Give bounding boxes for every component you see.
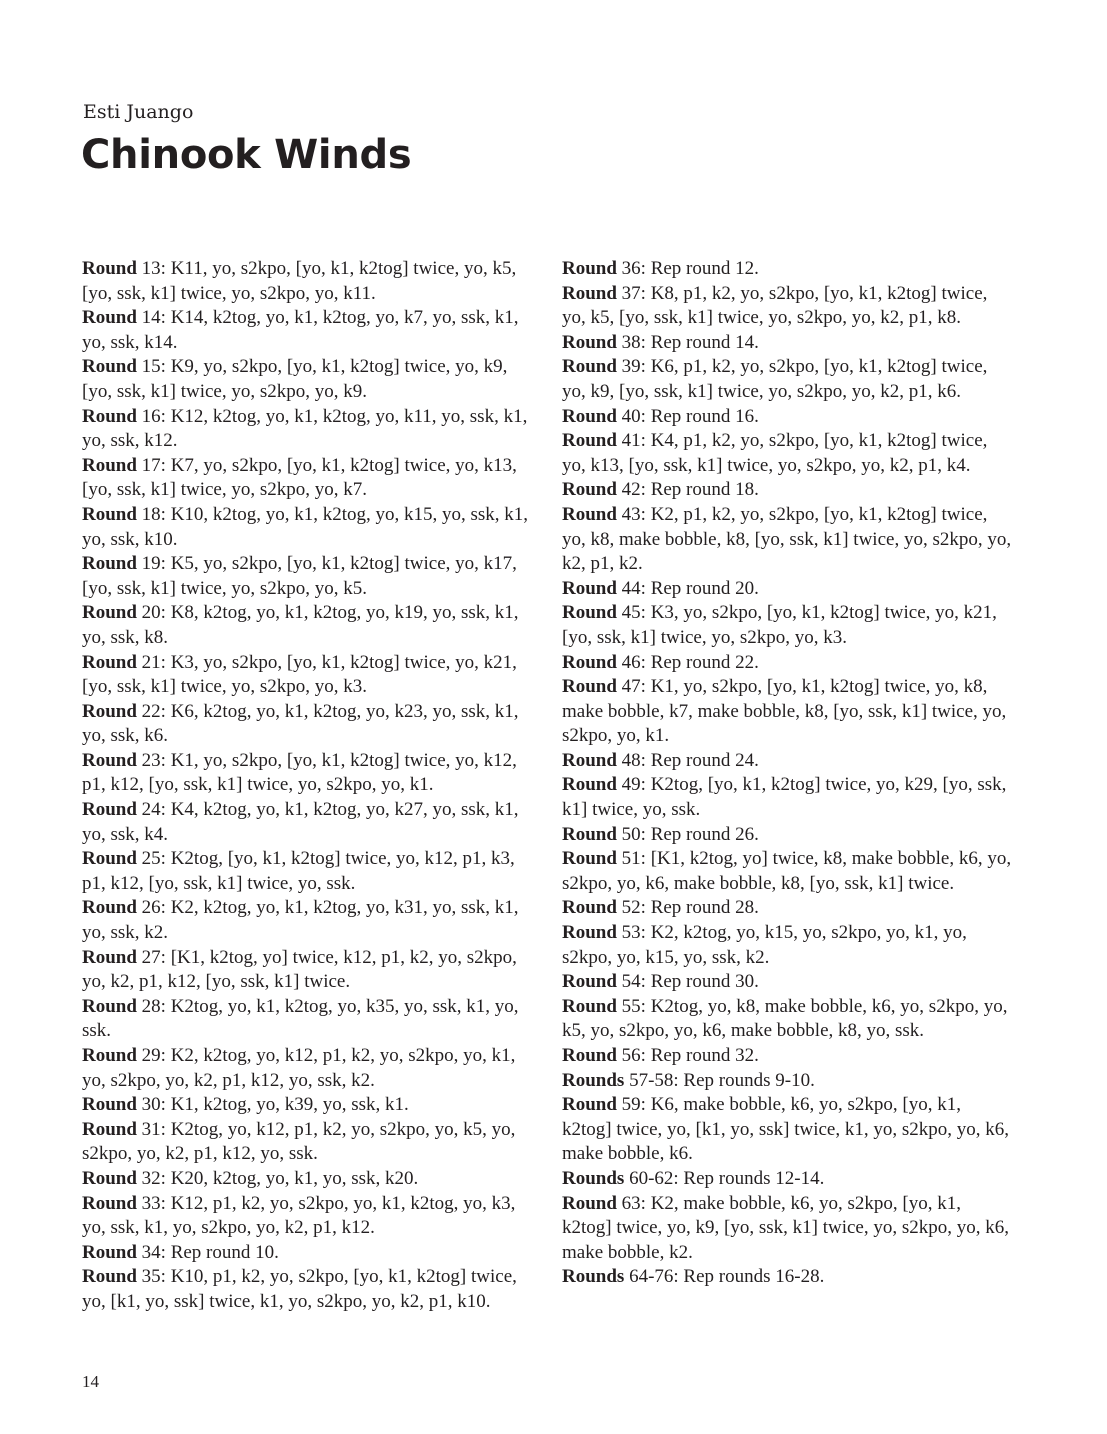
round-label: Round [562, 1045, 617, 1066]
round-text: 19: K5, yo, s2kpo, [yo, k1, k2tog] twice, yo, k17, [yo, ssk, k1] twice, yo, s2kpo, yo, k5. [82, 553, 517, 599]
round-label: Round [562, 405, 617, 427]
round-label: Round [82, 848, 137, 870]
round-label: Round [82, 1167, 137, 1189]
round-label: Round [82, 799, 137, 821]
round-text: 14: K14, k2tog, yo, k1, k2tog, yo, k7, yo, ssk, k1, yo, ssk, k14. [82, 307, 519, 353]
round-text: 55: K2tog, yo, k8, make bobble, k6, yo, s2kpo, yo, k5, yo, s2kpo, yo, k6, make bobble, k8, yo, ssk. [562, 995, 1008, 1042]
round-label: Round [562, 749, 617, 771]
round-instruction [82, 700, 532, 749]
round-text: 18: K10, k2tog, yo, k1, k2tog, yo, k15, yo, ssk, k1, yo, ssk, k10. [82, 503, 529, 550]
round-text: 44: Rep round 20. [616, 577, 759, 599]
round-text: 22: K6, k2tog, yo, k1, k2tog, yo, k23, yo, ssk, k1, yo, ssk, k6. [82, 700, 519, 747]
round-label: Round [562, 331, 617, 353]
round-instruction [562, 970, 1012, 995]
round-text: 23: K1, yo, s2kpo, [yo, k1, k2tog] twice, yo, k12, p1, k12, [yo, ssk, k1] twice, yo, s2kpo, yo, k1. [82, 749, 517, 796]
round-text: 35: K10, p1, k2, yo, s2kpo, [yo, k1, k2tog] twice, yo, [k1, yo, ssk] twice, k1, yo, s2kpo, yo, k2, p1, k10. [82, 1266, 517, 1312]
round-instruction [562, 257, 1012, 282]
round-text: 34: Rep round 10. [136, 1241, 279, 1263]
round-text: 51: [K1, k2tog, yo] twice, k8, make bobble, k6, yo, s2kpo, yo, k6, make bobble, k8, [yo, ssk, k1] twice. [562, 848, 1012, 894]
round-text: 15: K9, yo, s2kpo, [yo, k1, k2tog] twice, yo, k9, [yo, ssk, k1] twice, yo, s2kpo, yo, k9. [82, 356, 508, 402]
round-label: Round [82, 602, 137, 624]
round-label: Round [82, 749, 137, 771]
round-label: Round [82, 946, 137, 968]
round-label: Round [562, 848, 617, 870]
round-instruction [562, 478, 1012, 503]
round-label: Round [562, 1192, 617, 1214]
round-text: 43: K2, p1, k2, yo, s2kpo, [yo, k1, k2tog] twice, yo, k8, make bobble, k8, [yo, ssk, k1] twice, yo, s2kpo, yo, k2, p1, k2. [562, 503, 1012, 575]
round-instruction [562, 1167, 1012, 1192]
round-instruction [82, 651, 532, 700]
round-label: Round [82, 258, 137, 279]
round-instruction [562, 1265, 1012, 1290]
round-label: Round [562, 651, 617, 673]
round-text: 39: K6, p1, k2, yo, s2kpo, [yo, k1, k2tog] twice, yo, k9, [yo, ssk, k1] twice, yo, s2kpo, yo, k2, p1, k6. [562, 356, 988, 402]
round-instruction [82, 896, 532, 945]
round-text: 33: K12, p1, k2, yo, s2kpo, yo, k1, k2tog, yo, k3, yo, ssk, k1, yo, s2kpo, yo, k2, p1, k12. [82, 1192, 516, 1239]
round-label: Round [82, 454, 137, 476]
round-text: 60-62: Rep rounds 12-14. [624, 1167, 825, 1189]
round-text: 46: Rep round 22. [616, 651, 759, 673]
round-text: 40: Rep round 16. [616, 405, 759, 427]
round-text: 47: K1, yo, s2kpo, [yo, k1, k2tog] twice, yo, k8, make bobble, k7, make bobble, k8, [yo, ssk, k1] twice, yo, s2kpo, yo, k1. [562, 676, 1007, 747]
round-instruction [562, 601, 1012, 650]
round-label: Round [82, 897, 137, 919]
round-label: Round [82, 651, 137, 673]
round-instruction [562, 355, 1012, 404]
round-label: Round [82, 1192, 137, 1214]
round-text: 20: K8, k2tog, yo, k1, k2tog, yo, k19, yo, ssk, k1, yo, ssk, k8. [82, 602, 519, 648]
round-instruction [82, 355, 532, 404]
round-instruction [82, 405, 532, 454]
round-label: Round [562, 971, 617, 993]
round-text: 53: K2, k2tog, yo, k15, yo, s2kpo, yo, k1, yo, s2kpo, yo, k15, yo, ssk, k2. [562, 922, 967, 968]
round-instruction [562, 282, 1012, 331]
round-label: Rounds [562, 1069, 625, 1091]
pattern-title: Chinook Winds [81, 132, 412, 178]
round-text: 48: Rep round 24. [616, 749, 759, 771]
round-instruction [562, 749, 1012, 774]
round-instruction [562, 651, 1012, 676]
round-text: 64-76: Rep rounds 16-28. [624, 1266, 825, 1288]
round-text: 38: Rep round 14. [616, 331, 759, 353]
round-instruction [82, 946, 532, 995]
round-instruction [82, 1265, 532, 1314]
round-text: 49: K2tog, [yo, k1, k2tog] twice, yo, k29, [yo, ssk, k1] twice, yo, ssk. [562, 774, 1007, 821]
round-instruction [82, 798, 532, 847]
round-instruction [562, 1044, 1012, 1069]
round-label: Round [82, 405, 137, 427]
round-instruction [82, 257, 532, 306]
round-label: Round [562, 282, 617, 304]
round-label: Round [562, 774, 617, 796]
round-label: Rounds [562, 1266, 625, 1288]
round-label: Round [562, 356, 617, 378]
round-instruction [562, 429, 1012, 478]
round-label: Round [562, 823, 617, 845]
round-instruction [562, 331, 1012, 356]
round-label: Round [562, 602, 617, 624]
round-instruction [562, 675, 1012, 749]
round-text: 42: Rep round 18. [616, 479, 759, 501]
round-label: Round [562, 897, 617, 919]
round-instruction [82, 1241, 532, 1266]
round-instruction [562, 921, 1012, 970]
round-instruction [562, 1192, 1012, 1266]
round-text: 50: Rep round 26. [616, 823, 759, 845]
round-label: Round [562, 995, 617, 1017]
round-instruction [562, 1069, 1012, 1094]
round-label: Round [82, 307, 137, 329]
round-text: 54: Rep round 30. [616, 971, 759, 993]
round-text: 52: Rep round 28. [616, 897, 759, 919]
round-instruction [562, 405, 1012, 430]
round-instruction [82, 1118, 532, 1167]
round-instruction [82, 847, 532, 896]
round-label: Round [82, 1045, 137, 1066]
instructions-left-column [82, 257, 532, 1315]
round-label: Round [82, 700, 137, 722]
round-instruction [562, 773, 1012, 822]
round-text: 30: K1, k2tog, yo, k39, yo, ssk, k1. [136, 1094, 409, 1116]
round-instruction [562, 503, 1012, 577]
round-text: 13: K11, yo, s2kpo, [yo, k1, k2tog] twice, yo, k5, [yo, ssk, k1] twice, yo, s2kpo, yo, k11. [82, 258, 517, 304]
round-label: Round [562, 922, 617, 944]
round-instruction [562, 847, 1012, 896]
round-instruction [82, 995, 532, 1044]
round-text: 27: [K1, k2tog, yo] twice, k12, p1, k2, yo, s2kpo, yo, k2, p1, k12, [yo, ssk, k1] twice. [82, 946, 517, 993]
round-label: Round [562, 430, 617, 452]
round-text: 41: K4, p1, k2, yo, s2kpo, [yo, k1, k2tog] twice, yo, k13, [yo, ssk, k1] twice, yo, s2kpo, yo, k2, p1, k4. [562, 430, 988, 476]
round-instruction [562, 823, 1012, 848]
round-label: Round [562, 479, 617, 501]
round-label: Rounds [562, 1167, 625, 1189]
round-label: Round [562, 503, 617, 525]
round-instruction [562, 896, 1012, 921]
round-instruction [82, 454, 532, 503]
round-instruction [82, 503, 532, 552]
round-label: Round [562, 258, 617, 279]
round-label: Round [82, 1266, 137, 1288]
round-label: Round [562, 1094, 617, 1116]
round-text: 63: K2, make bobble, k6, yo, s2kpo, [yo, k1, k2tog] twice, yo, k9, [yo, ssk, k1] twice, yo, s2kpo, yo, k6, make bobble, k2. [562, 1192, 1009, 1263]
round-text: 57-58: Rep rounds 9-10. [624, 1069, 815, 1091]
round-text: 21: K3, yo, s2kpo, [yo, k1, k2tog] twice, yo, k21, [yo, ssk, k1] twice, yo, s2kpo, yo, k3. [82, 651, 517, 698]
round-text: 28: K2tog, yo, k1, k2tog, yo, k35, yo, ssk, k1, yo, ssk. [82, 995, 519, 1042]
round-text: 16: K12, k2tog, yo, k1, k2tog, yo, k11, yo, ssk, k1, yo, ssk, k12. [82, 405, 528, 452]
round-label: Round [562, 676, 617, 698]
round-label: Round [562, 577, 617, 599]
round-label: Round [82, 503, 137, 525]
round-instruction [562, 577, 1012, 602]
round-text: 24: K4, k2tog, yo, k1, k2tog, yo, k27, yo, ssk, k1, yo, ssk, k4. [82, 799, 519, 845]
round-text: 32: K20, k2tog, yo, k1, yo, ssk, k20. [136, 1167, 419, 1189]
round-text: 29: K2, k2tog, yo, k12, p1, k2, yo, s2kpo, yo, k1, yo, s2kpo, yo, k2, p1, k12, yo, ssk, k2. [82, 1045, 516, 1091]
round-text: 56: Rep round 32. [616, 1045, 759, 1066]
round-label: Round [82, 356, 137, 378]
round-instruction [82, 1167, 532, 1192]
round-instruction [82, 1093, 532, 1118]
round-text: 26: K2, k2tog, yo, k1, k2tog, yo, k31, yo, ssk, k1, yo, ssk, k2. [82, 897, 519, 944]
round-label: Round [82, 553, 137, 575]
round-label: Round [82, 1118, 137, 1140]
round-label: Round [82, 1094, 137, 1116]
round-text: 59: K6, make bobble, k6, yo, s2kpo, [yo, k1, k2tog] twice, yo, [k1, yo, ssk] twice, k1, yo, s2kpo, yo, k6, make bobble, k6. [562, 1094, 1009, 1165]
instructions-right-column [562, 257, 1012, 1290]
round-instruction [82, 552, 532, 601]
author-name: Esti Juango [83, 101, 194, 123]
round-text: 25: K2tog, [yo, k1, k2tog] twice, yo, k12, p1, k3, p1, k12, [yo, ssk, k1] twice, yo, ssk. [82, 848, 515, 894]
round-instruction [562, 995, 1012, 1044]
round-instruction [82, 1192, 532, 1241]
round-instruction [82, 601, 532, 650]
round-instruction [82, 749, 532, 798]
round-text: 36: Rep round 12. [616, 258, 759, 279]
round-text: 17: K7, yo, s2kpo, [yo, k1, k2tog] twice, yo, k13, [yo, ssk, k1] twice, yo, s2kpo, yo, k7. [82, 454, 517, 501]
round-label: Round [82, 1241, 137, 1263]
page-number: 14 [82, 1372, 99, 1391]
round-instruction [82, 306, 532, 355]
round-text: 31: K2tog, yo, k12, p1, k2, yo, s2kpo, yo, k5, yo, s2kpo, yo, k2, p1, k12, yo, ssk. [82, 1118, 516, 1165]
round-text: 45: K3, yo, s2kpo, [yo, k1, k2tog] twice, yo, k21, [yo, ssk, k1] twice, yo, s2kpo, yo, k3. [562, 602, 997, 648]
round-label: Round [82, 995, 137, 1017]
round-instruction [82, 1044, 532, 1093]
round-instruction [562, 1093, 1012, 1167]
round-text: 37: K8, p1, k2, yo, s2kpo, [yo, k1, k2tog] twice, yo, k5, [yo, ssk, k1] twice, yo, s2kpo, yo, k2, p1, k8. [562, 282, 988, 329]
